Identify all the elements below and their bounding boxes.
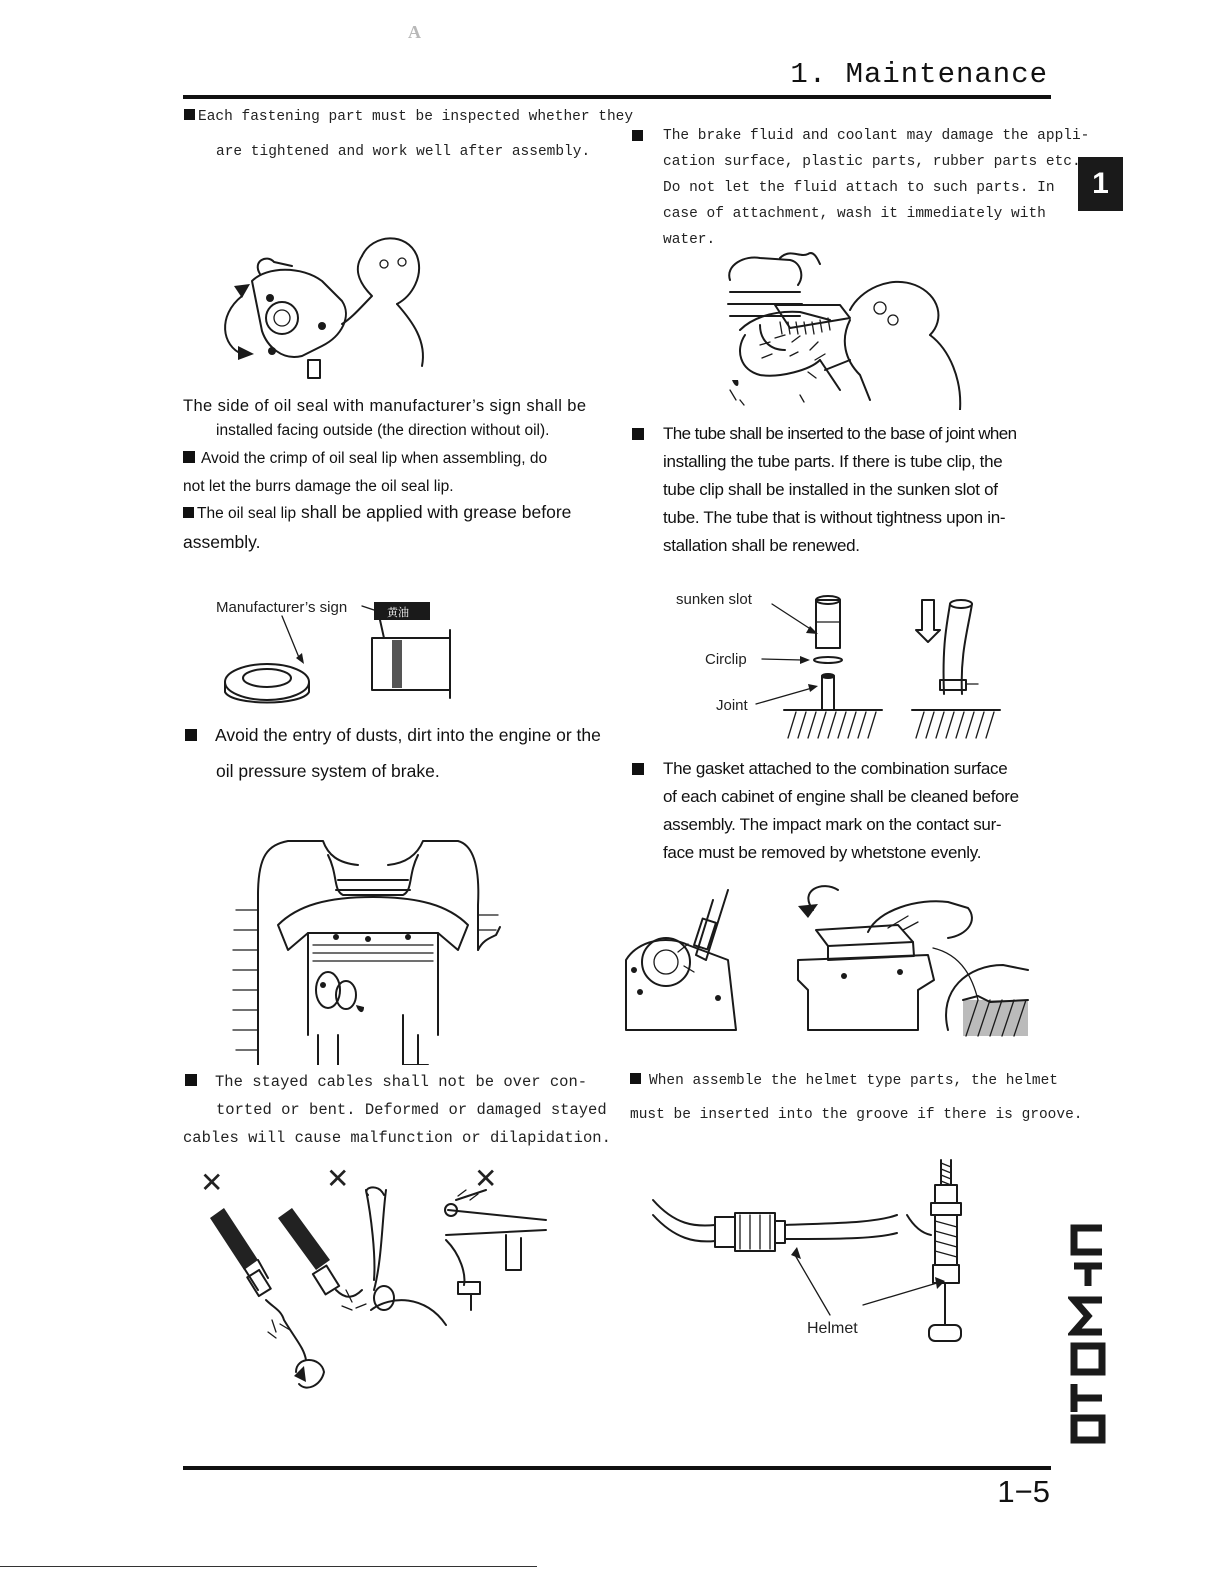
bullet-square-icon bbox=[632, 428, 644, 440]
bullet-square-icon bbox=[183, 507, 194, 518]
right-para-gasket bbox=[632, 755, 1052, 867]
para-text: Each fastening part must be inspected whether they bbox=[198, 109, 634, 125]
helmet-cable-illustration bbox=[645, 1155, 1010, 1365]
para-text: oil pressure system of brake. bbox=[216, 761, 440, 781]
para-text: of each cabinet of engine shall be cleaned before bbox=[663, 787, 1019, 806]
cables-illustration bbox=[196, 1160, 556, 1395]
para-text: Do not let the fluid attach to such parts. In bbox=[663, 180, 1055, 196]
bullet-square-icon bbox=[184, 109, 195, 120]
para-text: must be inserted into the groove if there is groove. bbox=[630, 1107, 1083, 1123]
para-text: Avoid the entry of dusts, dirt into the engine or the bbox=[215, 725, 601, 745]
para-text: Avoid the crimp of oil seal lip when assembling, do bbox=[201, 450, 548, 467]
fastening-illustration bbox=[212, 226, 442, 384]
para-text: assembly. The impact mark on the contact sur- bbox=[663, 815, 1002, 834]
right-para-helmet bbox=[630, 1064, 1083, 1132]
bullet-square-icon bbox=[185, 1074, 197, 1086]
left-para-fastening bbox=[184, 104, 634, 165]
wrong-x-icon: ✕ bbox=[326, 1163, 350, 1194]
chapter-tab[interactable]: 1 bbox=[1078, 157, 1123, 211]
para-text: The tube shall be inserted to the base of joint when bbox=[663, 424, 1017, 443]
washing-illustration bbox=[700, 250, 970, 410]
cfmoto-logo bbox=[1068, 1222, 1106, 1444]
manufacturer-sign-label: Manufacturer’s sign bbox=[216, 599, 348, 616]
left-para-oil-seal-sign bbox=[183, 392, 623, 442]
joint-label: Joint bbox=[716, 697, 748, 714]
para-text: installed facing outside (the direction without oil). bbox=[216, 422, 550, 439]
para-text: The side of oil seal with manufacturer’s sign shall be bbox=[183, 397, 587, 415]
header-rule bbox=[183, 95, 1051, 99]
helmet-label: Helmet bbox=[807, 1320, 858, 1337]
para-text: face must be removed by whetstone evenly. bbox=[663, 843, 982, 862]
right-para-tube bbox=[632, 420, 1052, 560]
footer-rule bbox=[183, 1466, 1051, 1470]
para-text: When assemble the helmet type parts, the helmet bbox=[649, 1073, 1058, 1089]
para-text: cation surface, plastic parts, rubber parts etc. bbox=[663, 154, 1081, 170]
bullet-square-icon bbox=[632, 130, 643, 141]
para-text: tube clip shall be installed in the sunken slot of bbox=[663, 480, 998, 499]
para-text: torted or bent. Deformed or damaged stayed bbox=[216, 1101, 607, 1119]
grease-label: 黄油 bbox=[387, 607, 409, 619]
gasket-whetstone-illustration bbox=[618, 880, 1033, 1038]
bullet-square-icon bbox=[183, 451, 195, 463]
para-text: water. bbox=[663, 232, 716, 248]
wrong-x-icon: ✕ bbox=[200, 1167, 224, 1198]
section-title: 1. Maintenance bbox=[790, 58, 1048, 91]
para-text: assembly. bbox=[183, 532, 261, 552]
bullet-square-icon bbox=[632, 763, 644, 775]
watermark-letter: A bbox=[408, 22, 421, 42]
bullet-square-icon bbox=[185, 729, 197, 741]
para-text: The stayed cables shall not be over con- bbox=[215, 1073, 588, 1091]
scan-edge-line bbox=[0, 1566, 537, 1567]
left-para-grease bbox=[183, 498, 623, 556]
left-para-dusts bbox=[185, 721, 625, 785]
para-text: are tightened and work well after assembly. bbox=[216, 144, 591, 160]
left-para-cables bbox=[185, 1068, 625, 1152]
circlip-label: Circlip bbox=[705, 651, 747, 668]
bullet-square-icon bbox=[630, 1073, 641, 1084]
para-text: shall be applied with grease before bbox=[296, 502, 572, 522]
tube-joint-illustration bbox=[672, 584, 1012, 744]
para-text: cables will cause malfunction or dilapidation. bbox=[183, 1129, 611, 1147]
para-text: case of attachment, wash it immediately with bbox=[663, 206, 1046, 222]
page-number: 1−5 bbox=[997, 1474, 1050, 1509]
sunken-slot-label: sunken slot bbox=[676, 591, 752, 608]
para-text: installing the tube parts. If there is tube clip, the bbox=[663, 452, 1003, 471]
left-para-crimp bbox=[183, 445, 623, 501]
wrong-x-icon: ✕ bbox=[474, 1163, 498, 1194]
para-text: The brake fluid and coolant may damage the appli- bbox=[663, 128, 1090, 144]
para-text: not let the burrs damage the oil seal lip. bbox=[183, 478, 454, 495]
para-text: The gasket attached to the combination surface bbox=[663, 759, 1008, 778]
para-text-small: The oil seal lip bbox=[197, 505, 297, 522]
piston-cylinder-illustration bbox=[228, 835, 518, 1065]
right-para-brake-fluid bbox=[632, 123, 1090, 253]
para-text: tube. The tube that is without tightness upon in- bbox=[663, 508, 1006, 527]
para-text: stallation shall be renewed. bbox=[663, 536, 860, 555]
oil-seal-illustration bbox=[212, 590, 462, 715]
